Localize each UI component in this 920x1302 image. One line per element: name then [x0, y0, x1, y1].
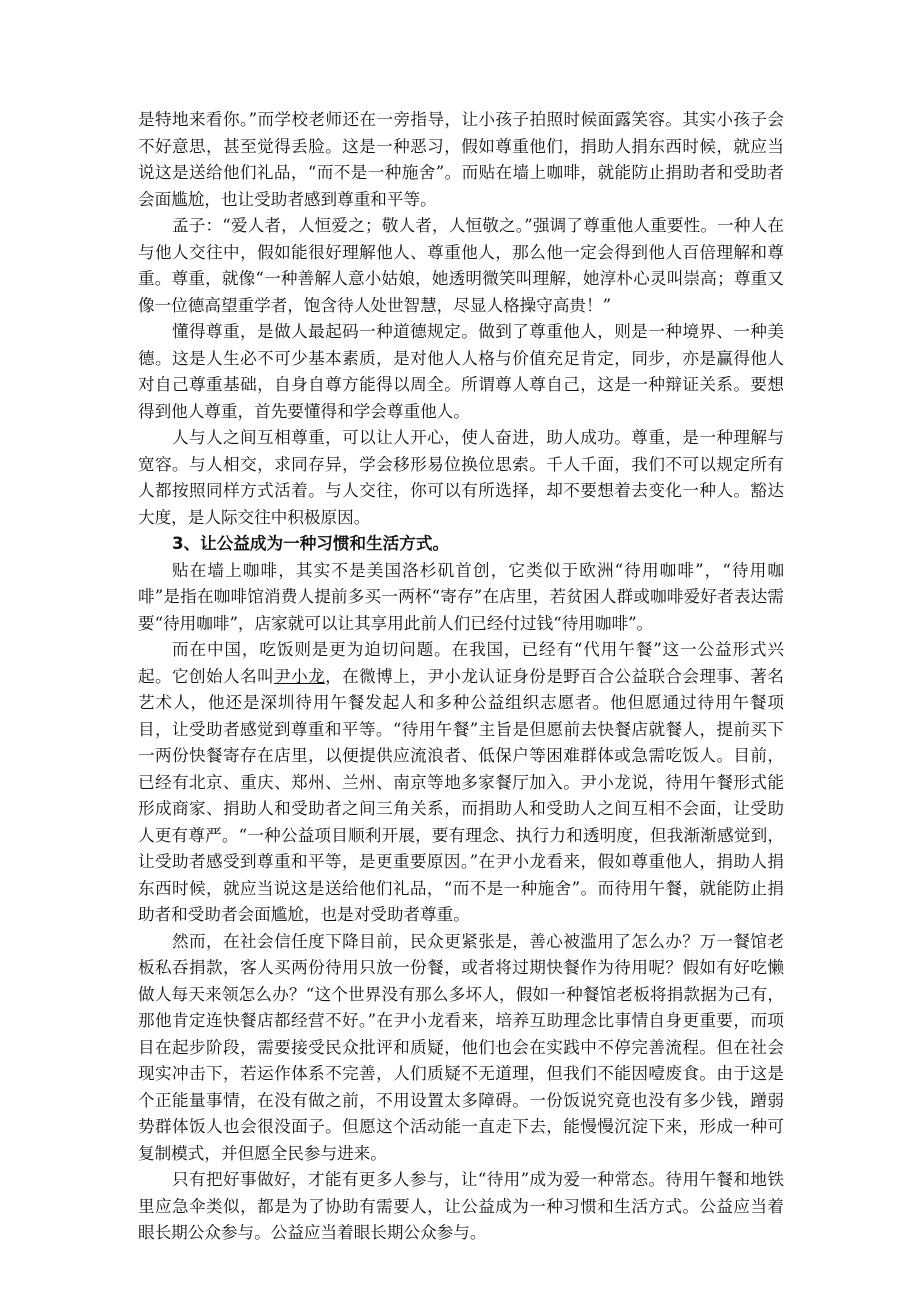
paragraph-6 — [138, 637, 784, 929]
paragraph-1: 是特地来看你。”而学校老师还在一旁指导，让小孩子拍照时候面露笑容。其实小孩子会不好意思，甚至觉得丢脸。这是一种恶习，假如尊重他们，捐助人捐东西时候，就应当说这是送给他们礼品，“而不是一种施舍”。而贴在墙上咖啡，就能防止捐助者和受助者会面尴尬，也让受助者感到尊重和平等。 — [138, 110, 784, 209]
person-name-link[interactable]: 尹小龙 — [274, 666, 326, 686]
paragraph-5: 贴在墙上咖啡，其实不是美国洛杉矶首创，它类似于欧洲“待用咖啡”，“待用咖啡”是指在咖啡馆消费人提前多买一两杯“寄存”在店里，若贫困人群或咖啡爱好者表达需要“待用咖啡”，店家就可以让其享用此前人们已经付过钱“待用咖啡”。 — [138, 560, 784, 633]
paragraph-4: 人与人之间互相尊重，可以让人开心，使人奋进，助人成功。尊重，是一种理解与宽容。与人相交，求同存异，学会移形易位换位思索。千人千面，我们不可以规定所有人都按照同样方式活着。与人交往，你可以有所选择，却不要想着去变化一种人。豁达大度，是人际交往中积极原因。 — [138, 428, 784, 527]
document-body — [138, 107, 784, 1247]
section-heading: 3、让公益成为一种习惯和生活方式。 — [172, 534, 450, 553]
paragraph-3: 懂得尊重，是做人最起码一种道德规定。做到了尊重他人，则是一种境界、一种美德。这是人生必不可少基本素质，是对他人人格与价值充足肯定，同步，亦是赢得他人对自己尊重基础，自身自尊方能得以周全。所谓尊人尊自己，这是一种辩证关系。要想得到他人尊重，首先要懂得和学会尊重他人。 — [138, 322, 784, 421]
paragraph-7: 然而，在社会信任度下降目前，民众更紧张是，善心被滥用了怎么办？万一餐馆老板私吞捐款，客人买两份待用只放一份餐，或者将过期快餐作为待用呢？假如有好吃懒做人每天来领怎么办？“这个世界没有那么多坏人，假如一种餐馆老板将捐款据为己有，那他肯定连快餐店都经营不好。”在尹小龙看来，培养互助理念比事情自身更重要，而项目在起步阶段，需要接受民众批评和质疑，他们也会在实践中不停完善流程。但在社会现实冲击下，若运作体系不完善，人们质疑不无道理，但我们不能因噎废食。由于这是个正能量事情，在没有做之前，不用设置太多障碍。一份饭说究竟也没有多少钱，蹭弱势群体饭人也会很没面子。但愿这个活动能一直走下去，能慢慢沉淀下来，形成一种可复制模式，并但愿全民参与进来。 — [138, 931, 784, 1163]
paragraph-2: 孟子：“爱人者，人恒爱之；敬人者，人恒敬之。”强调了尊重他人重要性。一种人在与他人交往中，假如能很好理解他人、尊重他人，那么他一定会得到他人百倍理解和尊重。尊重，就像“一种善解人意小姑娘，她透明微笑叫理解，她淳朴心灵叫崇高；尊重又像一位德高望重学者，饱含待人处世智慧，尽显人格操守高贵！” — [138, 216, 784, 315]
paragraph-6-text-before: 而在中国，吃饭则是更为迫切问题。在我国，已经有“代用午餐”这一公益形式兴起。它创始人名叫 — [138, 640, 784, 686]
paragraph-6-text-after: ，在微博上，尹小龙认证身份是野百合公益联合会理事、著名艺术人，他还是深圳待用午餐发起人和多种公益组织志愿者。他但愿通过待用午餐项目，让受助者感觉到尊重和平等。“待用午餐”主旨是但愿前去快餐店就餐人，提前买下一两份快餐寄存在店里，以便提供应流浪者、低保户等困难群体或急需吃饭人。目前，已经有北京、重庆、郑州、兰州、南京等地多家餐厅加入。尹小龙说，待用午餐形式能形成商家、捐助人和受助者之间三角关系，而捐助人和受助人之间互相不会面，让受助人更有尊严。“一种公益项目顺利开展，要有理念、执行力和透明度，但我渐渐感觉到，让受助者感受到尊重和平等，是更重要原因。”在尹小龙看来，假如尊重他人，捐助人捐东西时候，就应当说这是送给他们礼品，“而不是一种施舍”。而待用午餐，就能防止捐助者和受助者会面尴尬，也是对受助者尊重。 — [138, 666, 785, 924]
paragraph-8: 只有把好事做好，才能有更多人参与，让“待用”成为爱一种常态。待用午餐和地铁里应急伞类似，都是为了协助有需要人，让公益成为一种习惯和生活方式。公益应当着眼长期公众参与。公益应当着眼长期公众参与。 — [138, 1170, 784, 1242]
